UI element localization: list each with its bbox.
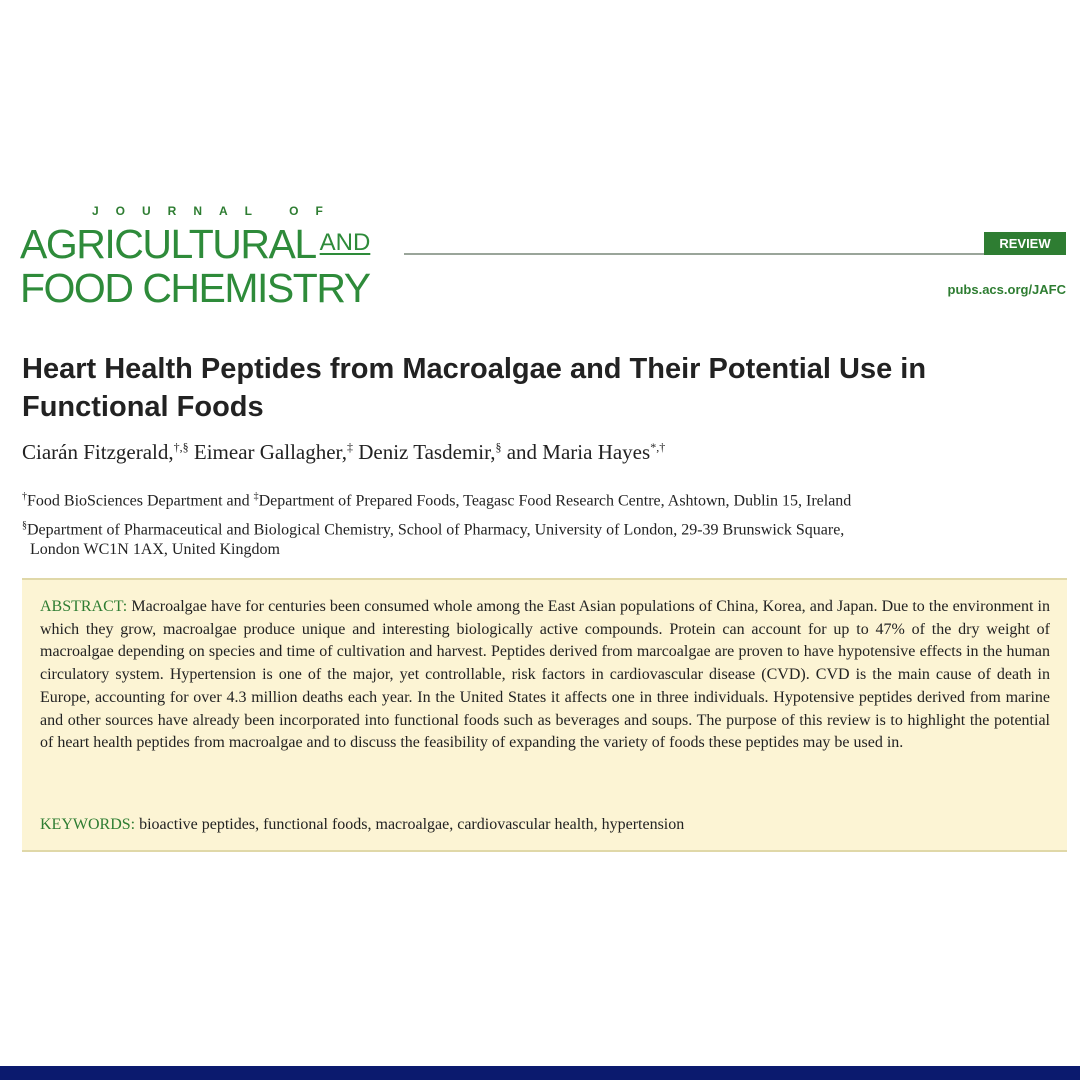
article-title: Heart Health Peptides from Macroalgae and Their Potential Use in Functional Foods <box>22 353 927 423</box>
affiliation-2: §Department of Pharmaceutical and Biological Chemistry, School of Pharmacy, University of London, 29-39 Brunswick Square, <box>22 520 845 539</box>
author-name[interactable]: Eimear Gallagher, <box>193 440 347 464</box>
journal-name-line1: AGRICULTURAL AND <box>20 221 371 267</box>
abstract-body: Macroalgae have for centuries been consumed whole among the East Asian populations of China, Korea, and Japan. Due to the environment in which they grow, macroalgae produce unique and interesting biologically active compounds. Protein can account for up to 47% of the dry weight of macroalgae depending on species and time of cultivation and harvest. Peptides derived from marcoalgae are proven to have hypotensive effects in the human circulatory system. Hypertension is one of the major, yet controllable, risk factors in cardiovascular disease (CVD). CVD is the main cause of death in Europe, accounting for over 4.3 million deaths each year. In the United States it affects one in three individuals. Hypotensive peptides derived from marine and other sources have already been incorporated into functional foods such as beverages and soups. The purpose of this review is to highlight the potential of heart health peptides from macroalgae and to discuss the feasibility of expanding the variety of foods these peptides may be used in. <box>40 598 1051 752</box>
author-list <box>22 440 665 465</box>
abstract-label: ABSTRACT: <box>40 598 128 615</box>
affiliation-1: †Food BioSciences Department and ‡Department of Prepared Foods, Teagasc Food Research Centre, Ashtown, Dublin 15, Ireland <box>22 491 852 510</box>
author-name[interactable]: Ciarán Fitzgerald, <box>22 440 174 464</box>
keywords <box>40 816 684 834</box>
abstract <box>40 596 1050 755</box>
journal-name-top: JOURNAL OF <box>92 204 340 218</box>
journal-name-and: AND <box>319 229 371 256</box>
review-badge: REVIEW <box>984 232 1066 255</box>
affiliation-2-continued: London WC1N 1AX, United Kingdom <box>30 541 280 558</box>
author-name[interactable]: and Maria Hayes <box>506 440 651 464</box>
journal-name-line2: FOOD CHEMISTRY <box>20 265 370 311</box>
affiliation-marks: *,† <box>650 440 666 454</box>
abstract-box <box>22 578 1067 852</box>
affiliation-marks: ‡ <box>346 440 353 454</box>
journal-url-link[interactable]: pubs.acs.org/JAFC <box>947 282 1066 297</box>
keywords-list: bioactive peptides, functional foods, macroalgae, cardiovascular health, hypertension <box>139 816 685 833</box>
header-rule <box>404 253 1066 255</box>
bottom-bar <box>0 1066 1080 1080</box>
affiliation-marks: †,§ <box>173 440 189 454</box>
author-name[interactable]: Deniz Tasdemir, <box>358 440 496 464</box>
keywords-label: KEYWORDS: <box>40 816 136 833</box>
affiliation-marks: § <box>495 440 502 454</box>
